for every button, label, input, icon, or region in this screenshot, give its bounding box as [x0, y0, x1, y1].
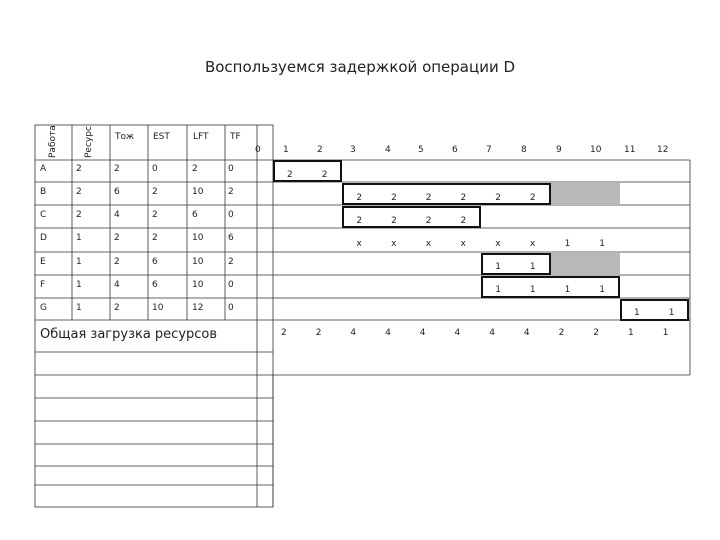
gantt-value: 2	[460, 193, 467, 203]
gantt-value: х	[356, 239, 362, 249]
table-cell-tf: 2	[228, 257, 234, 267]
table-cell-job: B	[40, 187, 47, 197]
table-cell-est: 6	[152, 280, 158, 290]
gantt-value: 1	[564, 239, 571, 249]
gantt-value: 1	[599, 239, 606, 249]
table-cell-res: 2	[76, 164, 82, 174]
load-value: 1	[628, 328, 634, 338]
gantt-value: 2	[391, 216, 397, 226]
gantt-value: х	[425, 239, 432, 249]
gantt-value: 1	[529, 285, 536, 295]
gantt-value: 1	[634, 308, 640, 318]
load-value: 2	[593, 328, 600, 338]
timeline-tick: 3	[350, 145, 356, 155]
header-tf: TF	[230, 132, 241, 142]
timeline-tick: 10	[590, 145, 602, 155]
table-cell-res: 2	[76, 187, 82, 197]
bar-a	[273, 160, 342, 182]
load-value: 4	[523, 328, 530, 338]
bar-g	[620, 299, 689, 321]
table-cell-dur: 6	[114, 187, 120, 197]
table-cell-res: 1	[76, 280, 82, 290]
gantt-value: х	[460, 239, 466, 249]
table-cell-dur: 2	[114, 233, 120, 243]
resource-load-label: Общая загрузка ресурсов	[40, 327, 218, 342]
load-value: 2	[315, 328, 322, 338]
timeline-tick: 6	[452, 145, 458, 155]
load-value: 4	[489, 328, 495, 338]
table-cell-job: G	[40, 303, 47, 313]
load-value: 4	[385, 328, 391, 338]
gantt-value: 1	[599, 285, 606, 295]
table-cell-job: F	[40, 280, 46, 290]
table-cell-res: 1	[76, 257, 82, 267]
table-cell-res: 1	[76, 303, 82, 313]
slack-shade	[551, 253, 620, 275]
gantt-value: 1	[529, 262, 536, 272]
timeline-tick: 12	[657, 145, 669, 155]
timeline-tick: 4	[385, 145, 391, 155]
load-value: 2	[558, 328, 565, 338]
gantt-value: 2	[391, 193, 397, 203]
gantt-value: 1	[495, 262, 501, 272]
table-cell-dur: 4	[114, 280, 120, 290]
page-title: Воспользуемся задержкой операции D	[204, 58, 516, 76]
load-value: 4	[419, 328, 426, 338]
header-resource: Ресурс	[84, 126, 94, 158]
table-cell-est: 0	[152, 164, 158, 174]
timeline-tick: 2	[317, 145, 323, 155]
table-cell-tf: 0	[228, 280, 234, 290]
gantt-value: 2	[425, 216, 432, 226]
gantt-value: 2	[529, 193, 536, 203]
bar-e	[481, 253, 550, 275]
timeline-tick: 5	[418, 145, 424, 155]
bar-b	[342, 183, 550, 205]
table-cell-lft: 6	[192, 210, 198, 220]
table-cell-lft: 10	[192, 187, 204, 197]
header-duration: Тож	[115, 132, 135, 142]
gantt-value: х	[495, 239, 501, 249]
load-value: 2	[281, 328, 287, 338]
table-cell-dur: 2	[114, 303, 120, 313]
gantt-value: х	[391, 239, 397, 249]
table-cell-tf: 2	[228, 187, 234, 197]
table-cell-tf: 0	[228, 210, 234, 220]
table-cell-lft: 2	[192, 164, 198, 174]
table-cell-lft: 10	[192, 257, 204, 267]
gantt-value: 1	[564, 285, 571, 295]
gantt-value: 2	[287, 170, 293, 180]
table-cell-est: 6	[152, 257, 158, 267]
load-value: 1	[662, 328, 669, 338]
gantt-value: 2	[460, 216, 467, 226]
table-cell-lft: 12	[192, 303, 204, 313]
gantt-value: 1	[495, 285, 501, 295]
table-cell-dur: 2	[114, 257, 120, 267]
table-cell-lft: 10	[192, 233, 204, 243]
load-value: 4	[350, 328, 357, 338]
table-cell-est: 10	[152, 303, 164, 313]
gantt-value: х	[529, 239, 536, 249]
table-cell-est: 2	[152, 210, 158, 220]
header-job: Работа	[48, 125, 58, 158]
slack-shade	[551, 183, 620, 205]
header-est: EST	[153, 132, 170, 142]
table-cell-est: 2	[152, 187, 158, 197]
table-cell-job: A	[40, 164, 47, 174]
table-cell-dur: 4	[114, 210, 120, 220]
table-cell-est: 2	[152, 233, 158, 243]
table-cell-res: 2	[76, 210, 82, 220]
timeline-tick: 7	[486, 145, 492, 155]
load-value: 4	[454, 328, 461, 338]
timeline-tick: 8	[521, 145, 527, 155]
table-cell-job: C	[40, 210, 47, 220]
gantt-value: 2	[425, 193, 432, 203]
timeline-tick: 9	[556, 145, 562, 155]
table-cell-job: E	[40, 257, 46, 267]
gantt-value: 2	[321, 170, 328, 180]
header-lft: LFT	[193, 132, 209, 142]
table-cell-tf: 6	[228, 233, 234, 243]
timeline-tick: 1	[283, 145, 289, 155]
table-cell-res: 1	[76, 233, 82, 243]
timeline-tick: 11	[624, 145, 636, 155]
gantt-value: 2	[356, 216, 363, 226]
timeline-tick: 0	[255, 145, 261, 155]
table-cell-lft: 10	[192, 280, 204, 290]
gantt-value: 1	[668, 308, 675, 318]
gantt-value: 2	[356, 193, 363, 203]
table-cell-tf: 0	[228, 303, 234, 313]
table-cell-job: D	[40, 233, 47, 243]
gantt-value: 2	[495, 193, 501, 203]
table-cell-dur: 2	[114, 164, 120, 174]
table-cell-tf: 0	[228, 164, 234, 174]
